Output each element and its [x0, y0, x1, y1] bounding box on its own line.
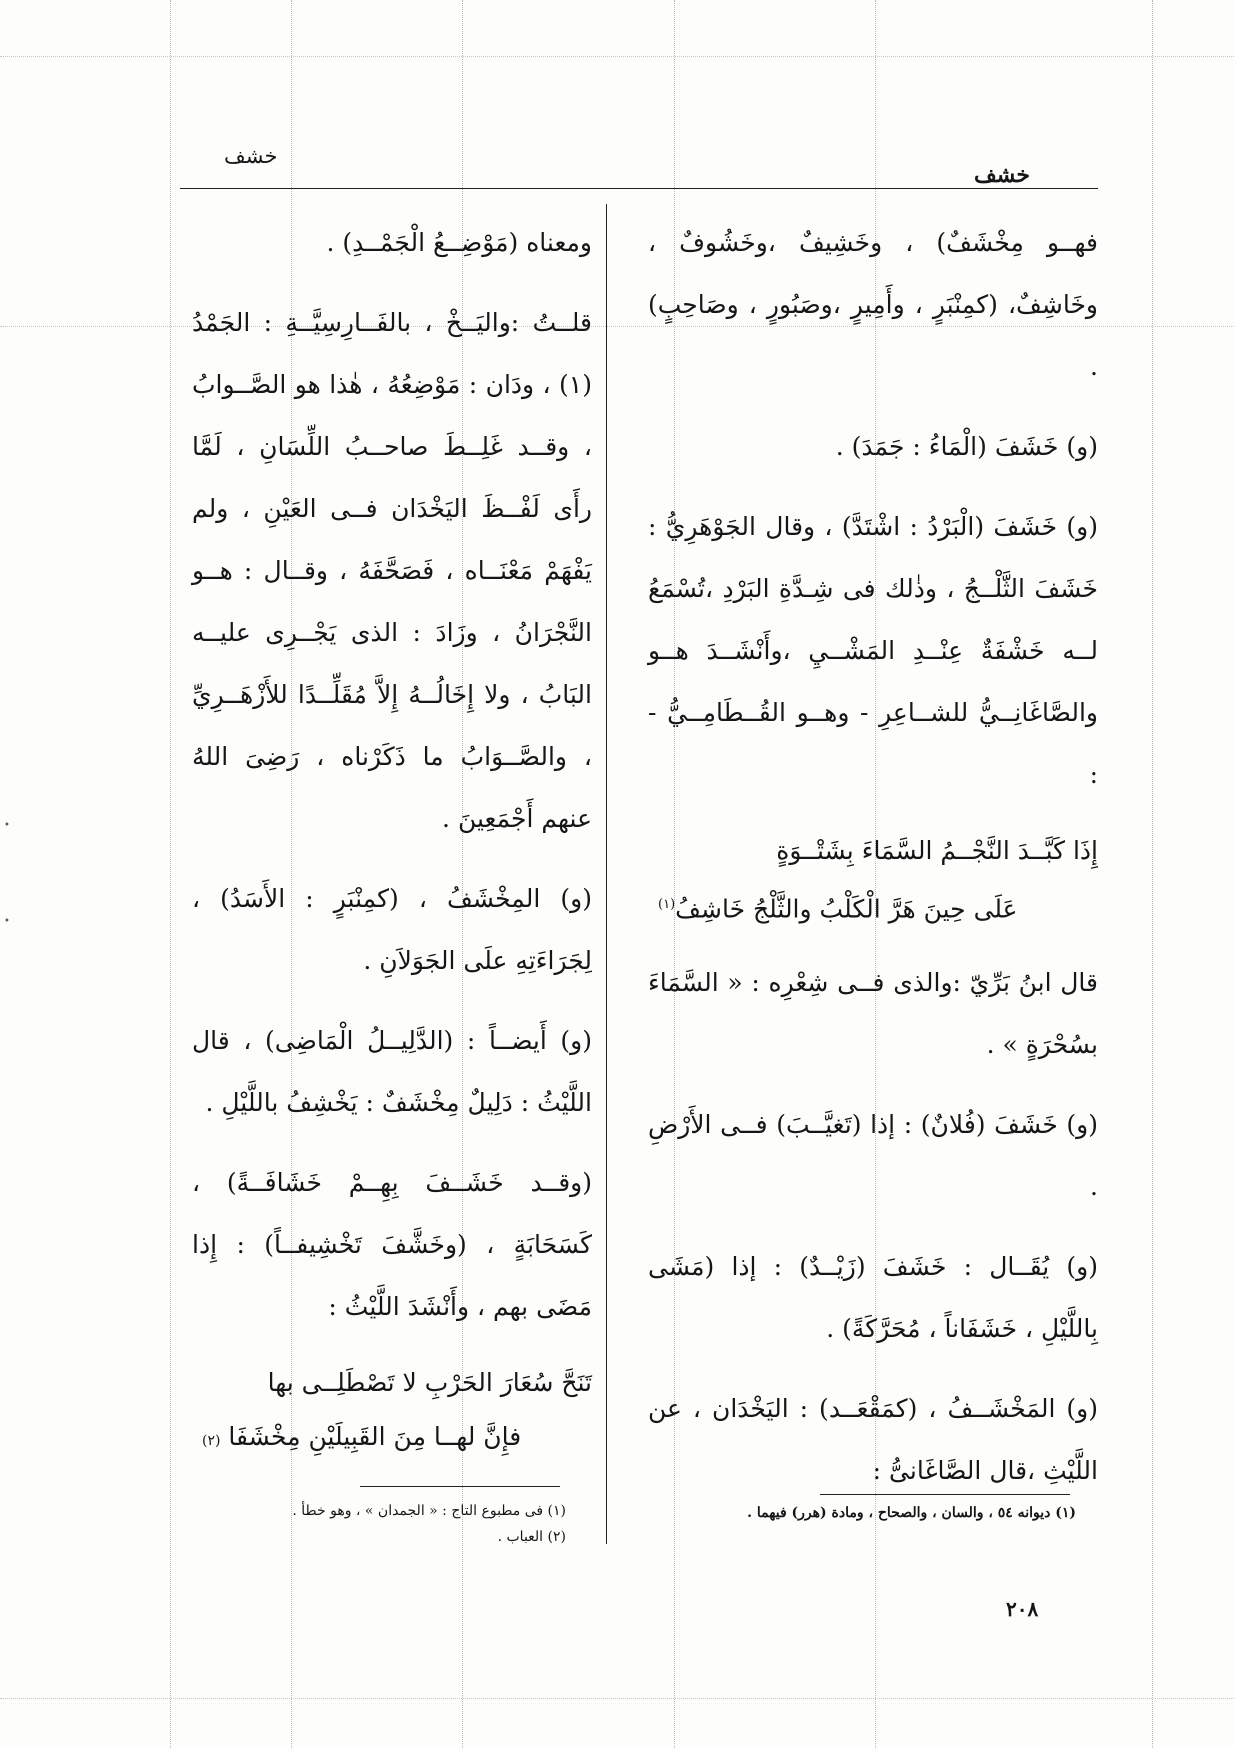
- paragraph: فهــو مِخْشَفٌ) ، وخَشِيفٌ ،وخَشُوفٌ ، وخَاشِفٌ، (كمِنْبَرٍ ، وأَمِيرٍ ،وصَبُورٍ ، وصَاحِبٍ) .: [648, 228, 1098, 381]
- footnotes-right: [636, 1500, 1076, 1526]
- running-header-right: خشف: [974, 162, 1030, 188]
- running-header-left: خشف: [224, 144, 278, 168]
- verse: [192, 1356, 592, 1468]
- right-column: [648, 212, 1098, 1520]
- paragraph: (و) خَشَفَ (فُلانٌ) : إذا (تَغيَّــبَ) فــى الأَرْضِ .: [648, 1110, 1098, 1202]
- paragraph: (و) أَيضــاً : (الدَّلِيــلُ الْمَاضِى) ، قال اللَّيْثُ : دَلِيلٌ مِخْشَفٌ : يَخْشِفُ باللَّيْلِ .: [192, 1026, 592, 1117]
- paragraph: (و) خَشَفَ (الْبَرْدُ : اشْتَدَّ) ، وقال الجَوْهَرِيُّ : خَشَفَ الثَّلْــجُ ، وذٰلك فى شِـدَّةِ البَرْدِ ،تُسْمَعُ لــه خَشْفَةٌ عِنْــدِ المَشْــيِ ،وأَنْشَــدَ هــو والصَّاغَانِــيُّ للشــاعِرِ - وهــو القُــطَامِــيُّ - :: [648, 512, 1098, 789]
- footnote: (١) فى مطبوع التاج : « الجمدان » ، وهو خطأ .: [292, 1503, 566, 1519]
- footnote-rule: [360, 1486, 560, 1487]
- edge-mark: •: [4, 916, 10, 927]
- verse-line: [192, 1410, 592, 1468]
- verse-line: تَنَحَّ سُعَارَ الحَرْبِ لا تَصْطَلِــى بها: [267, 1368, 592, 1397]
- paragraph: (و) يُقَــال : خَشَفَ (زَيْــدٌ) : إذا (مَشَى بِاللَّيْلِ ، خَشَفَاناً ، مُحَرَّكَةً) .: [648, 1252, 1098, 1344]
- footnote-marker: (٢): [202, 1433, 221, 1449]
- paragraph: (و) خَشَفَ (الْمَاءُ : جَمَدَ) .: [835, 432, 1098, 461]
- footnote: (١) ديوانه ٥٤ ، والسان ، والصحاح ، ومادة (هرر) فيهما .: [747, 1505, 1076, 1521]
- paragraph: ومعناه (مَوْضِــعُ الْجَمْــدِ) .: [326, 228, 592, 257]
- paragraph: قال ابنُ بَرِّيّ :والذى فــى شِعْرِه : « السَّمَاءَ بسُحْرَةٍ » .: [648, 968, 1098, 1060]
- paragraph: (وقــد خَشَــفَ بِهِــمْ خَشَافَــةً) ، كَسَحَابَةٍ ، (وخَشَّفَ تَخْشِيفــاً) : إِذا مَضَى بهم ، وأَنْشَدَ اللَّيْثُ :: [192, 1168, 592, 1321]
- paragraph: قلــتُ :واليَــخْ ، بالفَــارِسِيَّــةِ : الجَمْدُ (١) ، ودَان : مَوْضِعُهُ ، هٰذا هو الصَّــوابُ ، وقــد غَلِــطَ صاحــبُ اللِّسَانِ ، لَمَّا رأَى لَفْــظَ اليَخْدَان فــى العَيْنِ ، ولم يَفْهَمْ مَعْنَــاه ، فَصَحَّفَهُ ، وقــال : هــو النَّجْرَانُ ، وزَادَ : الذى يَجْــرِى عليــه البَابُ ، ولا إِخَالُــهُ إِلاَّ مُقَلِّــدًا للأَزْهَــرِيِّ ، والصَّــوَابُ ما ذَكَرْناه ، رَضِىَ اللهُ عنهم أَجْمَعِينَ .: [192, 308, 592, 833]
- scan-guide-line: [1152, 0, 1153, 1748]
- left-column: [192, 212, 592, 1484]
- page-number: ٢٠٨: [1006, 1597, 1039, 1621]
- paragraph: (و) المَخْشَــفُ ، (كمَقْعَــد) : اليَخْدَان ، عن اللَّيْثِ ،قال الصَّاغَانىُّ :: [648, 1394, 1098, 1486]
- edge-mark: •: [4, 820, 10, 831]
- verse-line: إِذَا كَبَّــدَ النَّجْــمُ السَّمَاءَ بِشَتْــوَةٍ: [776, 836, 1098, 865]
- verse-line-text: فإِنَّ لهــا مِنَ القَبِيلَيْنِ مِخْشَفَا: [228, 1422, 522, 1451]
- paragraph: (و) المِخْشَفُ ، (كمِنْبَرٍ : الأَسَدُ) ، لِجَرَاءَتِهِ علَى الجَوَلاَنِ .: [192, 884, 592, 975]
- footnotes-left: [186, 1498, 566, 1550]
- footnote-marker: (١): [658, 897, 676, 912]
- column-divider: [606, 204, 607, 1544]
- footnote-rule: [820, 1494, 1070, 1495]
- scan-guide-line: [0, 1698, 1234, 1699]
- verse-line: [648, 878, 1098, 936]
- scan-guide-line: [0, 56, 1234, 57]
- verse: [648, 824, 1098, 936]
- header-rule: [180, 188, 1098, 189]
- verse-line-text: عَلَى حِينَ هَرَّ الْكَلْبُ والثَّلْجُ خَاشِفُ: [675, 894, 1018, 924]
- footnote: (٢) العباب .: [497, 1529, 566, 1545]
- scan-guide-line: [170, 0, 171, 1748]
